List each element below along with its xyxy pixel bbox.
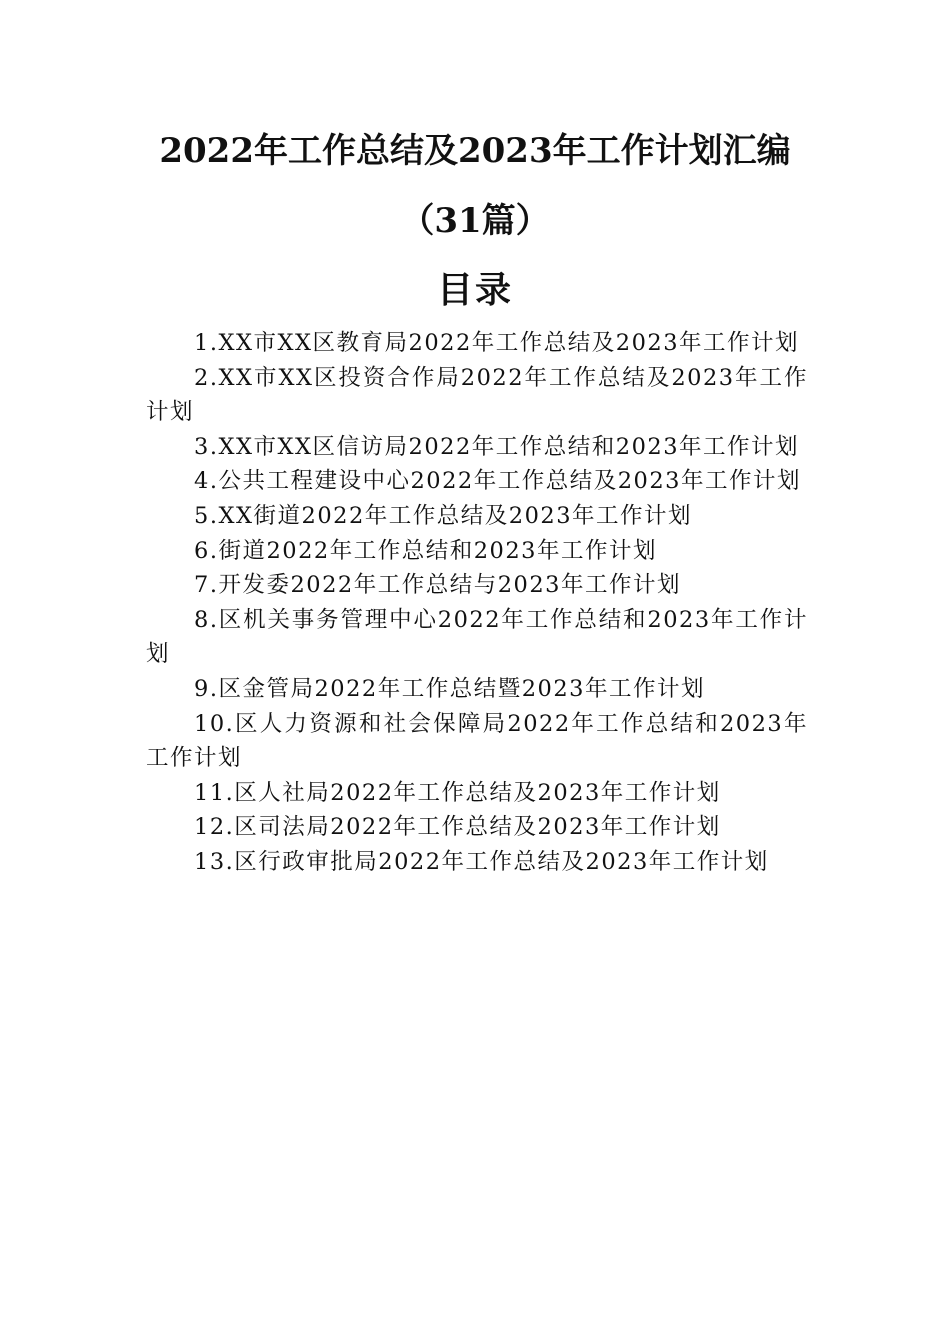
toc-item-4[interactable]: 4.公共工程建设中心2022年工作总结及2023年工作计划 [194,468,801,495]
document-title: 2022年工作总结及2023年工作计划汇编 [159,131,791,171]
toc-item-2[interactable]: 2.XX市XX区投资合作局2022年工作总结及2023年工作计划 [146,364,808,426]
toc-item-3[interactable]: 3.XX市XX区信访局2022年工作总结和2023年工作计划 [194,433,800,460]
table-of-contents [146,326,808,880]
toc-item-9[interactable]: 9.区金管局2022年工作总结暨2023年工作计划 [194,675,705,702]
document-subtitle: （31篇） [400,201,550,241]
toc-item-5[interactable]: 5.XX街道2022年工作总结及2023年工作计划 [194,502,693,529]
toc-item-12[interactable]: 12.区司法局2022年工作总结及2023年工作计划 [194,814,721,841]
toc-item-11[interactable]: 11.区人社局2022年工作总结及2023年工作计划 [194,779,721,806]
toc-item-6[interactable]: 6.街道2022年工作总结和2023年工作计划 [194,537,657,564]
toc-item-8[interactable]: 8.区机关事务管理中心2022年工作总结和2023年工作计划 [146,606,808,668]
toc-item-10[interactable]: 10.区人力资源和社会保障局2022年工作总结和2023年工作计划 [146,710,808,772]
toc-item-7[interactable]: 7.开发委2022年工作总结与2023年工作计划 [194,572,681,599]
toc-item-13[interactable]: 13.区行政审批局2022年工作总结及2023年工作计划 [194,848,769,875]
toc-heading: 目录 [436,269,513,311]
toc-item-1[interactable]: 1.XX市XX区教育局2022年工作总结及2023年工作计划 [194,330,800,356]
